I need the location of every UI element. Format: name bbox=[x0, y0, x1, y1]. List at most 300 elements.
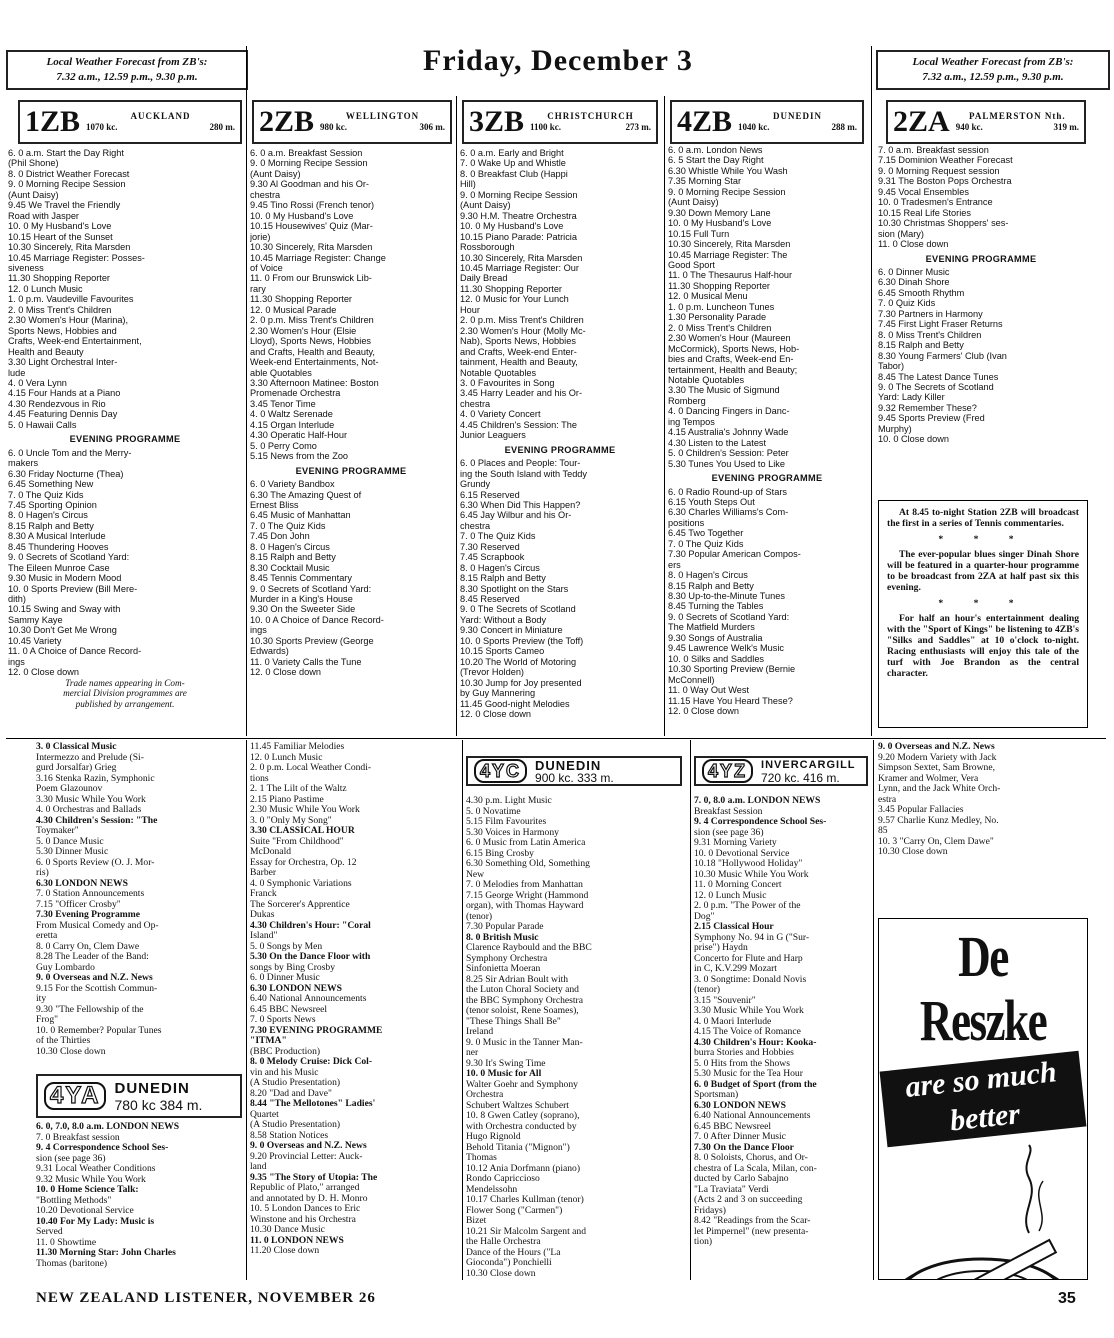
station-kc: 980 kc. bbox=[320, 122, 348, 132]
schedule-line: 6.30 When Did This Happen? bbox=[460, 499, 581, 510]
schedule-line: ing the South Island with Teddy bbox=[460, 468, 588, 479]
station-call-sign: 4ZB bbox=[677, 105, 733, 138]
station-city: INVERCARGILL bbox=[761, 758, 856, 771]
schedule-line: (tenor) bbox=[694, 985, 721, 995]
schedule-line: ducted by Carlo Sabajno bbox=[694, 1174, 789, 1184]
schedule-line: 11.30 Morning Star: John Charles bbox=[36, 1248, 176, 1258]
schedule-line: 3. 0 Favourites in Song bbox=[460, 377, 555, 388]
schedule-line: Flower Song ("Carmen") bbox=[466, 1205, 563, 1216]
schedule-line: 6. 0 Dinner Music bbox=[878, 266, 950, 277]
schedule-line: Orchestra bbox=[466, 1090, 504, 1100]
schedule-line: siveness bbox=[8, 262, 44, 273]
schedule-line: 10.21 Sir Malcolm Sargent and bbox=[466, 1226, 586, 1237]
schedule-line: 10.15 Piano Parade: Patricia bbox=[460, 231, 577, 242]
station-metres: 384 m. bbox=[159, 1096, 203, 1113]
schedule-line: and Crafts, Health and Beauty, bbox=[250, 346, 375, 357]
schedule-line: Poem Glazounov bbox=[36, 784, 103, 794]
schedule-line: Nab), Sports News, Hobbies bbox=[460, 336, 576, 347]
schedule-line: Quartet bbox=[250, 1109, 279, 1120]
schedule-line: "These Things Shall Be" bbox=[466, 1016, 561, 1027]
schedule-line: 7. 0 Quiz Kids bbox=[878, 298, 936, 309]
schedule-4yz bbox=[694, 796, 868, 1248]
schedule-line: 5.30 Tunes You Used to Like bbox=[668, 458, 785, 469]
schedule-line: positions bbox=[668, 517, 705, 528]
schedule-line: estra bbox=[878, 794, 897, 805]
schedule-line: makers bbox=[8, 458, 39, 469]
schedule-line: 9.30 Songs of Australia bbox=[668, 632, 763, 643]
schedule-line: 7.30 Popular American Compos- bbox=[668, 549, 801, 560]
schedule-line: 7. 0 The Quiz Kids bbox=[460, 531, 536, 542]
schedule-line: 6.30 LONDON NEWS bbox=[250, 983, 342, 994]
schedule-line: 7. 0 Breakfast session bbox=[36, 1132, 120, 1143]
schedule-line: McCormick), Sports News, Hob- bbox=[668, 343, 800, 354]
schedule-line: 4.30 Children's Session: "The bbox=[36, 815, 158, 826]
separator-stars: * * * bbox=[938, 598, 1028, 609]
schedule-line: the BBC Symphony Orchestra bbox=[466, 995, 583, 1006]
schedule-line: 11.30 Shopping Reporter bbox=[668, 280, 770, 291]
schedule-line: 9.30 H.M. Theatre Orchestra bbox=[460, 210, 577, 221]
station-city: DUNEDIN bbox=[535, 757, 602, 773]
announcement-paragraph: For half an hour's entertainment dealing with the "Sport of Kings" be listening to 4ZB's "Silks and Saddles" at 10 o'clock to-night. Racing enthusiasts will enjoy this tale of the turf with Joe Brandon as the central character. bbox=[887, 613, 1079, 679]
schedule-line: sion (Mary) bbox=[878, 228, 924, 239]
schedule-line: 5. 0 Children's Session: Peter bbox=[668, 448, 789, 459]
schedule-line: 12. 0 Close down bbox=[8, 667, 79, 678]
schedule-line: 6. 0 a.m. London News bbox=[668, 145, 763, 155]
schedule-line: 6. 0 Music from Latin America bbox=[466, 838, 586, 848]
schedule-line: Suite "From Childhood" bbox=[250, 836, 344, 847]
schedule-line: 5. 0 Songs by Men bbox=[250, 941, 323, 952]
schedule-line: 2. 0 p.m. Miss Trent's Children bbox=[460, 315, 584, 326]
schedule-line: songs by Bing Crosby bbox=[250, 962, 336, 973]
schedule-line: 10.17 Charles Kullman (tenor) bbox=[466, 1195, 584, 1205]
schedule-line: 5.30 On the Dance Floor with bbox=[250, 952, 371, 962]
schedule-line: Simpson Sextet, Sam Browne, bbox=[878, 763, 995, 773]
schedule-line: able Quotables bbox=[250, 367, 312, 378]
station-city: PALMERSTON Nth. bbox=[969, 111, 1066, 121]
schedule-line: (Aunt Daisy) bbox=[668, 197, 719, 208]
schedule-line: ris) bbox=[36, 868, 49, 878]
schedule-line: 11. 0 Variety Calls the Tune bbox=[250, 656, 362, 667]
schedule-line: 9. 0 Overseas and N.Z. News bbox=[250, 1141, 367, 1151]
schedule-line: 5.30 Music for the Tea Hour bbox=[694, 1069, 803, 1079]
column-divider bbox=[456, 96, 457, 736]
schedule-line: 4.15 Four Hands at a Piano bbox=[8, 388, 121, 399]
station-header-3zb bbox=[462, 100, 658, 144]
schedule-line: (Trevor Holden) bbox=[460, 667, 524, 678]
ashtray-cigarette-illustration bbox=[879, 1143, 1085, 1280]
schedule-line: 9. 0 Overseas and N.Z. News bbox=[36, 973, 153, 983]
schedule-line: ing Tempos bbox=[668, 416, 715, 427]
schedule-line: 10.15 Real Life Stories bbox=[878, 207, 971, 218]
schedule-line: Frog" bbox=[36, 1015, 59, 1025]
schedule-line: 5.30 Voices in Harmony bbox=[466, 827, 559, 838]
schedule-line: chestra bbox=[460, 520, 491, 531]
schedule-line: Clarence Raybould and the BBC bbox=[466, 943, 592, 953]
schedule-line: 6. 5 Start the Day Right bbox=[668, 155, 764, 166]
schedule-line: 2.30 Women's Hour (Molly Mc- bbox=[460, 325, 586, 336]
schedule-line: 7. 0 After Dinner Music bbox=[694, 1132, 786, 1142]
schedule-line: 11. 0 A Choice of Dance Record- bbox=[8, 646, 142, 657]
schedule-line: Kramer and Wolmer, Vera bbox=[878, 773, 979, 784]
schedule-line: (Aunt Daisy) bbox=[250, 168, 301, 179]
schedule-line: 5.30 Dinner Music bbox=[36, 847, 109, 857]
schedule-line: 9.45 Tino Rossi (French tenor) bbox=[250, 200, 375, 211]
schedule-line: 1. 0 p.m. Luncheon Tunes bbox=[668, 301, 775, 312]
schedule-line: "La Traviata" Verdi bbox=[694, 1184, 769, 1195]
schedule-line: 10. 3 "Carry On, Clem Dawe" bbox=[878, 836, 994, 847]
schedule-line: 4.30 Children's Hour: "Coral bbox=[250, 920, 371, 931]
schedule-line: 10. 0 Devotional Service bbox=[694, 848, 790, 859]
schedule-line: sion (see page 36) bbox=[694, 827, 764, 838]
schedule-line: 10. 0 My Husband's Love bbox=[8, 221, 112, 232]
schedule-line: 8.15 Ralph and Betty bbox=[460, 573, 546, 584]
schedule-line: The Sorcerer's Apprentice bbox=[250, 899, 350, 910]
footer-publication: NEW ZEALAND LISTENER, NOVEMBER 26 bbox=[36, 1290, 376, 1306]
station-header-4zb bbox=[670, 100, 864, 144]
schedule-line: 9.31 Morning Variety bbox=[694, 838, 777, 848]
weather-forecast-right-line2: 7.32 a.m., 12.59 p.m., 9.30 p.m. bbox=[922, 71, 1064, 83]
announcement-paragraph: At 8.45 to-night Station 2ZB will broadcast the first in a series of Tennis commentaries. bbox=[887, 507, 1079, 529]
schedule-line: (Aunt Daisy) bbox=[460, 200, 511, 211]
schedule-line: 6.45 Something New bbox=[8, 479, 94, 490]
schedule-line: 3.30 CLASSICAL HOUR bbox=[250, 826, 355, 836]
station-frequency bbox=[761, 772, 856, 784]
schedule-line: Good Sport bbox=[668, 259, 715, 270]
schedule-line: 2. 0 p.m. Local Weather Condi- bbox=[250, 763, 372, 773]
schedule-line: 10.15 Sports Cameo bbox=[460, 646, 545, 657]
station-kc: 720 kc. bbox=[761, 770, 800, 785]
schedule-line: 8.45 Reserved bbox=[460, 594, 520, 605]
station-frequency bbox=[86, 122, 235, 133]
schedule-line: Essay for Orchestra, Op. 12 bbox=[250, 857, 357, 868]
schedule-line: 2.30 Women's Hour (Elsie bbox=[250, 325, 357, 336]
station-details bbox=[86, 111, 235, 133]
page-number: 35 bbox=[1058, 1290, 1076, 1307]
schedule-line: Sportsman) bbox=[694, 1090, 739, 1100]
schedule-line: 5.15 Film Favourites bbox=[466, 817, 547, 827]
schedule-line: 6.30 Friday Nocturne (Thea) bbox=[8, 468, 124, 479]
schedule-line: bies and Crafts, Week-end En- bbox=[668, 354, 794, 365]
schedule-line: 10. 8 Gwen Catley (soprano), bbox=[466, 1111, 580, 1121]
schedule-line: 10.45 Marriage Register: Posses- bbox=[8, 252, 145, 263]
schedule-line: 8. 0 Melody Cruise: Dick Col- bbox=[250, 1057, 373, 1067]
schedule-line: 10.30 Sports Preview (George bbox=[250, 635, 374, 646]
schedule-line: Republic of Plato," arranged bbox=[250, 1183, 360, 1193]
schedule-line: 3.16 Stenka Razin, Symphonic bbox=[36, 773, 155, 784]
schedule-line: ings bbox=[250, 625, 267, 636]
schedule-4zb bbox=[668, 145, 866, 716]
schedule-line: 12. 0 Music for Your Lunch bbox=[460, 294, 569, 305]
schedule-line: ner bbox=[466, 1048, 479, 1058]
column-divider bbox=[462, 740, 463, 1280]
section-heading: EVENING PROGRAMME bbox=[504, 444, 616, 455]
schedule-line: 3.30 Music While You Work bbox=[694, 1006, 804, 1016]
schedule-line: 12. 0 Musical Parade bbox=[250, 304, 337, 315]
schedule-line: 6.30 LONDON NEWS bbox=[694, 1100, 786, 1111]
schedule-line: 9. 0 The Secrets of Scotland bbox=[460, 604, 576, 615]
schedule-line: 8.30 Young Farmers' Club (Ivan bbox=[878, 350, 1007, 361]
schedule-line: 9.20 Provincial Letter: Auck- bbox=[250, 1151, 363, 1162]
station-frequency bbox=[530, 122, 651, 133]
schedule-line: 10.15 Full Turn bbox=[668, 228, 730, 239]
schedule-line: Guy Lombardo bbox=[36, 962, 95, 973]
schedule-line: McDonald bbox=[250, 847, 292, 857]
schedule-line: tertainment, Health and Beauty; bbox=[668, 364, 798, 375]
schedule-line: 8. 0 Hagen's Circus bbox=[250, 541, 330, 552]
schedule-line: 9. 0 Music in the Tanner Man- bbox=[466, 1037, 583, 1048]
schedule-line: 8. 0 Hagen's Circus bbox=[668, 570, 748, 581]
ad-brand-name: De Reszke bbox=[919, 924, 1047, 1053]
schedule-line: Served bbox=[36, 1227, 63, 1237]
schedule-line: 2. 0 p.m. "The Power of the bbox=[694, 901, 801, 911]
schedule-line: 3.45 Popular Fallacies bbox=[878, 805, 964, 815]
schedule-line: and annotated by D. H. Monro bbox=[250, 1193, 368, 1204]
station-details bbox=[738, 111, 857, 133]
schedule-line: 10.40 For My Lady: Music is bbox=[36, 1216, 155, 1227]
schedule-line: 7.30 EVENING PROGRAMME bbox=[250, 1025, 383, 1036]
schedule-line: gurd Jorsalfar) Grieg bbox=[36, 763, 117, 773]
schedule-line: 8.45 Turning the Tables bbox=[668, 601, 764, 612]
station-call-sign: 3ZB bbox=[469, 105, 525, 138]
schedule-line: 2.15 Classical Hour bbox=[694, 922, 774, 932]
schedule-line: 10.30 Sincerely, Rita Marsden bbox=[668, 239, 791, 250]
schedule-line: 9.45 Lawrence Welk's Music bbox=[668, 643, 784, 654]
schedule-line: 4. 0 Waltz Serenade bbox=[250, 409, 333, 420]
schedule-line: 7. 0 Melodies from Manhattan bbox=[466, 880, 583, 890]
schedule-line: 1. 0 p.m. Vaudeville Favourites bbox=[8, 294, 134, 305]
schedule-line: 7.45 Sporting Opinion bbox=[8, 499, 97, 510]
schedule-line: Toymaker" bbox=[36, 826, 79, 836]
section-heading: EVENING PROGRAMME bbox=[711, 473, 823, 484]
schedule-line: Ireland bbox=[466, 1027, 494, 1037]
station-kc: 780 kc bbox=[114, 1096, 156, 1113]
schedule-line: Murphy) bbox=[878, 423, 912, 434]
schedule-line: 9.35 "The Story of Utopia: The bbox=[250, 1172, 378, 1183]
schedule-line: Island" bbox=[250, 931, 278, 941]
schedule-line: jorie) bbox=[250, 231, 271, 242]
schedule-line: 7.30 On the Dance Floor bbox=[694, 1142, 794, 1153]
schedule-line: Dance of the Hours ("La bbox=[466, 1247, 561, 1258]
schedule-line: 7. 0 Sports News bbox=[250, 1015, 316, 1025]
schedule-line: 6.45 Jay Wilbur and his Or- bbox=[460, 510, 572, 521]
schedule-line: Grundy bbox=[460, 479, 491, 490]
schedule-line: 9.32 Music While You Work bbox=[36, 1174, 146, 1185]
schedule-line: (Phil Shone) bbox=[8, 158, 59, 169]
schedule-line: 8.45 The Latest Dance Tunes bbox=[878, 371, 999, 382]
schedule-line: 8.30 Up-to-the-Minute Tunes bbox=[668, 591, 785, 602]
schedule-line: Lloyd), Sports News, Hobbies bbox=[250, 336, 372, 347]
schedule-line: 6.30 LONDON NEWS bbox=[36, 878, 128, 889]
schedule-line: 10. 5 London Dances to Eric bbox=[250, 1204, 361, 1214]
schedule-line: 11. 0 From our Brunswick Lib- bbox=[250, 273, 372, 284]
schedule-line: 9.30 It's Swing Time bbox=[466, 1058, 546, 1069]
schedule-line: Sammy Kaye bbox=[8, 614, 63, 625]
page-title: Friday, December 3 bbox=[423, 44, 693, 77]
schedule-line: Breakfast Session bbox=[694, 806, 763, 817]
schedule-line: Edwards) bbox=[250, 646, 289, 657]
schedule-line: chestra of La Scala, Milan, con- bbox=[694, 1163, 817, 1174]
schedule-line: 2.30 Women's Hour (Maureen bbox=[668, 333, 791, 344]
trade-names-note: published by arrangement. bbox=[75, 698, 175, 709]
schedule-line: 6. 0, 7.0, 8.0 a.m. LONDON NEWS bbox=[36, 1122, 180, 1132]
schedule-line: lude bbox=[8, 367, 26, 378]
station-city: AUCKLAND bbox=[130, 111, 191, 121]
station-header-1zb bbox=[18, 100, 242, 144]
schedule-line: 9.45 Sports Preview (Fred bbox=[878, 413, 985, 424]
schedule-line: 6.45 Two Together bbox=[668, 528, 744, 539]
schedule-line: 10.30 Sporting Preview (Bernie bbox=[668, 664, 796, 675]
schedule-line: 10. 0 My Husband's Love bbox=[668, 218, 772, 229]
schedule-line: 8.15 Ralph and Betty bbox=[250, 552, 336, 563]
station-metres: 280 m. bbox=[209, 122, 235, 132]
schedule-line: Tabor) bbox=[878, 361, 905, 372]
schedule-line: Ernest Bliss bbox=[250, 499, 299, 510]
schedule-line: 8.25 Sir Adrian Boult with bbox=[466, 974, 569, 985]
schedule-line: 9. 4 Correspondence School Ses- bbox=[36, 1143, 169, 1153]
schedule-line: 10.18 "Hollywood Holiday" bbox=[694, 859, 803, 869]
schedule-line: 3.30 Light Orchestral Inter- bbox=[8, 357, 118, 368]
schedule-line: 9. 0 Morning Request session bbox=[878, 165, 1000, 176]
weather-forecast-left-line2: 7.32 a.m., 12.59 p.m., 9.30 p.m. bbox=[56, 71, 198, 83]
schedule-line: 10. 0 Tradesmen's Entrance bbox=[878, 197, 993, 208]
schedule-line: 6.15 Bing Crosby bbox=[466, 848, 534, 859]
schedule-line: 11. 0 LONDON NEWS bbox=[250, 1235, 344, 1246]
station-metres: 319 m. bbox=[1053, 122, 1079, 132]
schedule-line: 7.15 George Wright (Hammond bbox=[466, 890, 589, 901]
schedule-line: 4. 0 Dancing Fingers in Danc- bbox=[668, 406, 790, 417]
schedule-line: Murder in a King's House bbox=[250, 594, 353, 605]
schedule-line: 2. 0 p.m. Miss Trent's Children bbox=[250, 315, 374, 326]
schedule-line: 6.30 Something Old, Something bbox=[466, 859, 590, 869]
schedule-line: 2.30 Women's Hour (Marina), bbox=[8, 315, 129, 326]
schedule-line: Symphony Orchestra bbox=[466, 953, 548, 964]
schedule-line: Concerto for Flute and Harp bbox=[694, 953, 803, 964]
station-metres: 306 m. bbox=[419, 122, 445, 132]
schedule-line: 6.30 The Amazing Quest of bbox=[250, 489, 362, 500]
schedule-line: 8. 0 Breakfast Club (Happi bbox=[460, 168, 568, 179]
de-reszke-advertisement bbox=[878, 918, 1088, 1280]
schedule-line: (A Studio Presentation) bbox=[250, 1078, 341, 1088]
schedule-line: ity bbox=[36, 994, 47, 1004]
schedule-line: 5.15 News from the Zoo bbox=[250, 451, 349, 462]
schedule-line: 4.30 p.m. Light Music bbox=[466, 796, 552, 806]
schedule-line: McConnell) bbox=[668, 674, 715, 685]
schedule-line: "Bottling Methods" bbox=[36, 1195, 112, 1206]
schedule-line: 8.42 "Readings from the Scar- bbox=[694, 1216, 811, 1226]
schedule-line: 3. 0 "Only My Song" bbox=[250, 815, 332, 826]
schedule-line: (tenor soloist, Rene Soames), bbox=[466, 1006, 579, 1016]
schedule-line: 7. 0, 8.0 a.m. LONDON NEWS bbox=[694, 796, 821, 806]
schedule-line: by Guy Mannering bbox=[460, 688, 536, 699]
station-logo: 4YZ bbox=[702, 759, 753, 783]
schedule-line: 7.45 First Light Fraser Returns bbox=[878, 319, 1003, 330]
station-city: WELLINGTON bbox=[345, 111, 420, 121]
schedule-line: 4.30 Operatic Half-Hour bbox=[250, 430, 348, 441]
schedule-line: 6. 0 Places and People: Tour- bbox=[460, 458, 581, 469]
schedule-line: New bbox=[466, 869, 485, 880]
schedule-line: 9. 0 Morning Recipe Session bbox=[8, 179, 126, 190]
schedule-line: 12. 0 Lunch Music bbox=[8, 283, 83, 294]
schedule-line: 9.30 Music in Modern Mood bbox=[8, 573, 122, 584]
schedule-line: Yard: Without a Body bbox=[460, 614, 547, 625]
schedule-line: 10.12 Ania Dorfmann (piano) bbox=[466, 1163, 581, 1174]
schedule-line: 6.30 Dinah Shore bbox=[878, 277, 950, 288]
schedule-line: 8. 0 British Music bbox=[466, 932, 539, 943]
schedule-line: 4.15 The Voice of Romance bbox=[694, 1027, 801, 1037]
schedule-line: 7.30 Evening Programme bbox=[36, 910, 141, 920]
schedule-line: From Musical Comedy and Op- bbox=[36, 920, 159, 931]
schedule-line: The Eileen Munroe Case bbox=[8, 562, 110, 573]
schedule-line: 8. 0 Carry On, Clem Dawe bbox=[36, 941, 140, 952]
schedule-line: 10. 0 Sports Preview (the Toff) bbox=[460, 635, 584, 646]
schedule-line: 6.45 BBC Newsreel bbox=[250, 1004, 328, 1015]
schedule-line: 6.40 National Announcements bbox=[250, 994, 367, 1004]
column-divider bbox=[690, 740, 691, 1280]
schedule-line: 9. 0 Secrets of Scotland Yard: bbox=[668, 611, 790, 622]
schedule-line: tainment, Health and Beauty, bbox=[460, 357, 578, 368]
schedule-line: 4.15 Australia's Johnny Wade bbox=[668, 427, 789, 438]
schedule-line: 10.15 Heart of the Sunset bbox=[8, 231, 113, 242]
schedule-line: 10. 0 Home Science Talk: bbox=[36, 1185, 139, 1195]
separator-stars: * * * bbox=[938, 534, 1028, 545]
schedule-line: Gioconda") Ponchielli bbox=[466, 1258, 552, 1268]
schedule-line: Notable Quotables bbox=[668, 374, 745, 385]
section-heading: EVENING PROGRAMME bbox=[69, 434, 181, 445]
schedule-line: 9.30 Al Goodman and his Or- bbox=[250, 179, 369, 190]
schedule-line: 11.15 Have You Heard These? bbox=[668, 695, 793, 706]
schedule-line: 8.45 Tennis Commentary bbox=[250, 573, 352, 584]
schedule-line: the Halle Orchestra bbox=[466, 1237, 541, 1247]
schedule-line: 7. 0 Wake Up and Whistle bbox=[460, 158, 566, 169]
schedule-line: 11.30 Shopping Reporter bbox=[460, 283, 562, 294]
station-header-2za bbox=[886, 100, 1086, 144]
station-header-4ya bbox=[36, 1074, 242, 1118]
schedule-line: 2. 0 Miss Trent's Children bbox=[8, 304, 112, 315]
schedule-line: 8. 0 Miss Trent's Children bbox=[878, 329, 982, 340]
schedule-line: 2.30 Music While You Work bbox=[250, 805, 360, 815]
schedule-line: 8.15 Ralph and Betty bbox=[668, 580, 754, 591]
schedule-line: Promenade Orchestra bbox=[250, 388, 341, 399]
station-frequency bbox=[535, 772, 614, 784]
schedule-line: 5. 0 Dance Music bbox=[36, 836, 104, 847]
schedule-line: 3. 0 Songtime: Donald Novis bbox=[694, 974, 807, 985]
schedule-line: 12. 0 Lunch Music bbox=[694, 890, 767, 901]
schedule-line: Hour bbox=[460, 304, 480, 315]
station-header-2zb bbox=[252, 100, 452, 144]
schedule-line: 11.45 Good-night Melodies bbox=[460, 698, 570, 709]
schedule-line: 9.30 "The Fellowship of the bbox=[36, 1004, 144, 1015]
schedule-line: 11. 0 Showtime bbox=[36, 1237, 97, 1248]
station-frequency bbox=[320, 122, 445, 133]
station-details bbox=[114, 1080, 202, 1113]
station-city: DUNEDIN bbox=[114, 1079, 190, 1097]
schedule-line: 9. 0 Secrets of Scotland Yard: bbox=[8, 552, 130, 563]
schedule-line: 7. 0 The Quiz Kids bbox=[8, 489, 84, 500]
station-details bbox=[761, 759, 856, 784]
schedule-4yz-late bbox=[878, 742, 1088, 858]
station-metres: 416 m. bbox=[803, 770, 840, 785]
schedule-line: Symphony No. 94 in G ("Sur- bbox=[694, 932, 810, 943]
schedule-line: 10.30 Don't Get Me Wrong bbox=[8, 625, 117, 636]
weather-forecast-right bbox=[876, 50, 1110, 90]
schedule-line: 8.28 The Leader of the Band: bbox=[36, 952, 149, 962]
schedule-line: Yard: Lady Killer bbox=[878, 392, 945, 403]
schedule-line: (tenor) bbox=[466, 911, 493, 922]
schedule-line: 7.15 "Officer Crosby" bbox=[36, 899, 121, 910]
schedule-line: eretta bbox=[36, 931, 58, 941]
schedule-line: 10.45 Variety bbox=[8, 635, 62, 646]
schedule-line: 9. 0 Secrets of Scotland Yard: bbox=[250, 583, 372, 594]
